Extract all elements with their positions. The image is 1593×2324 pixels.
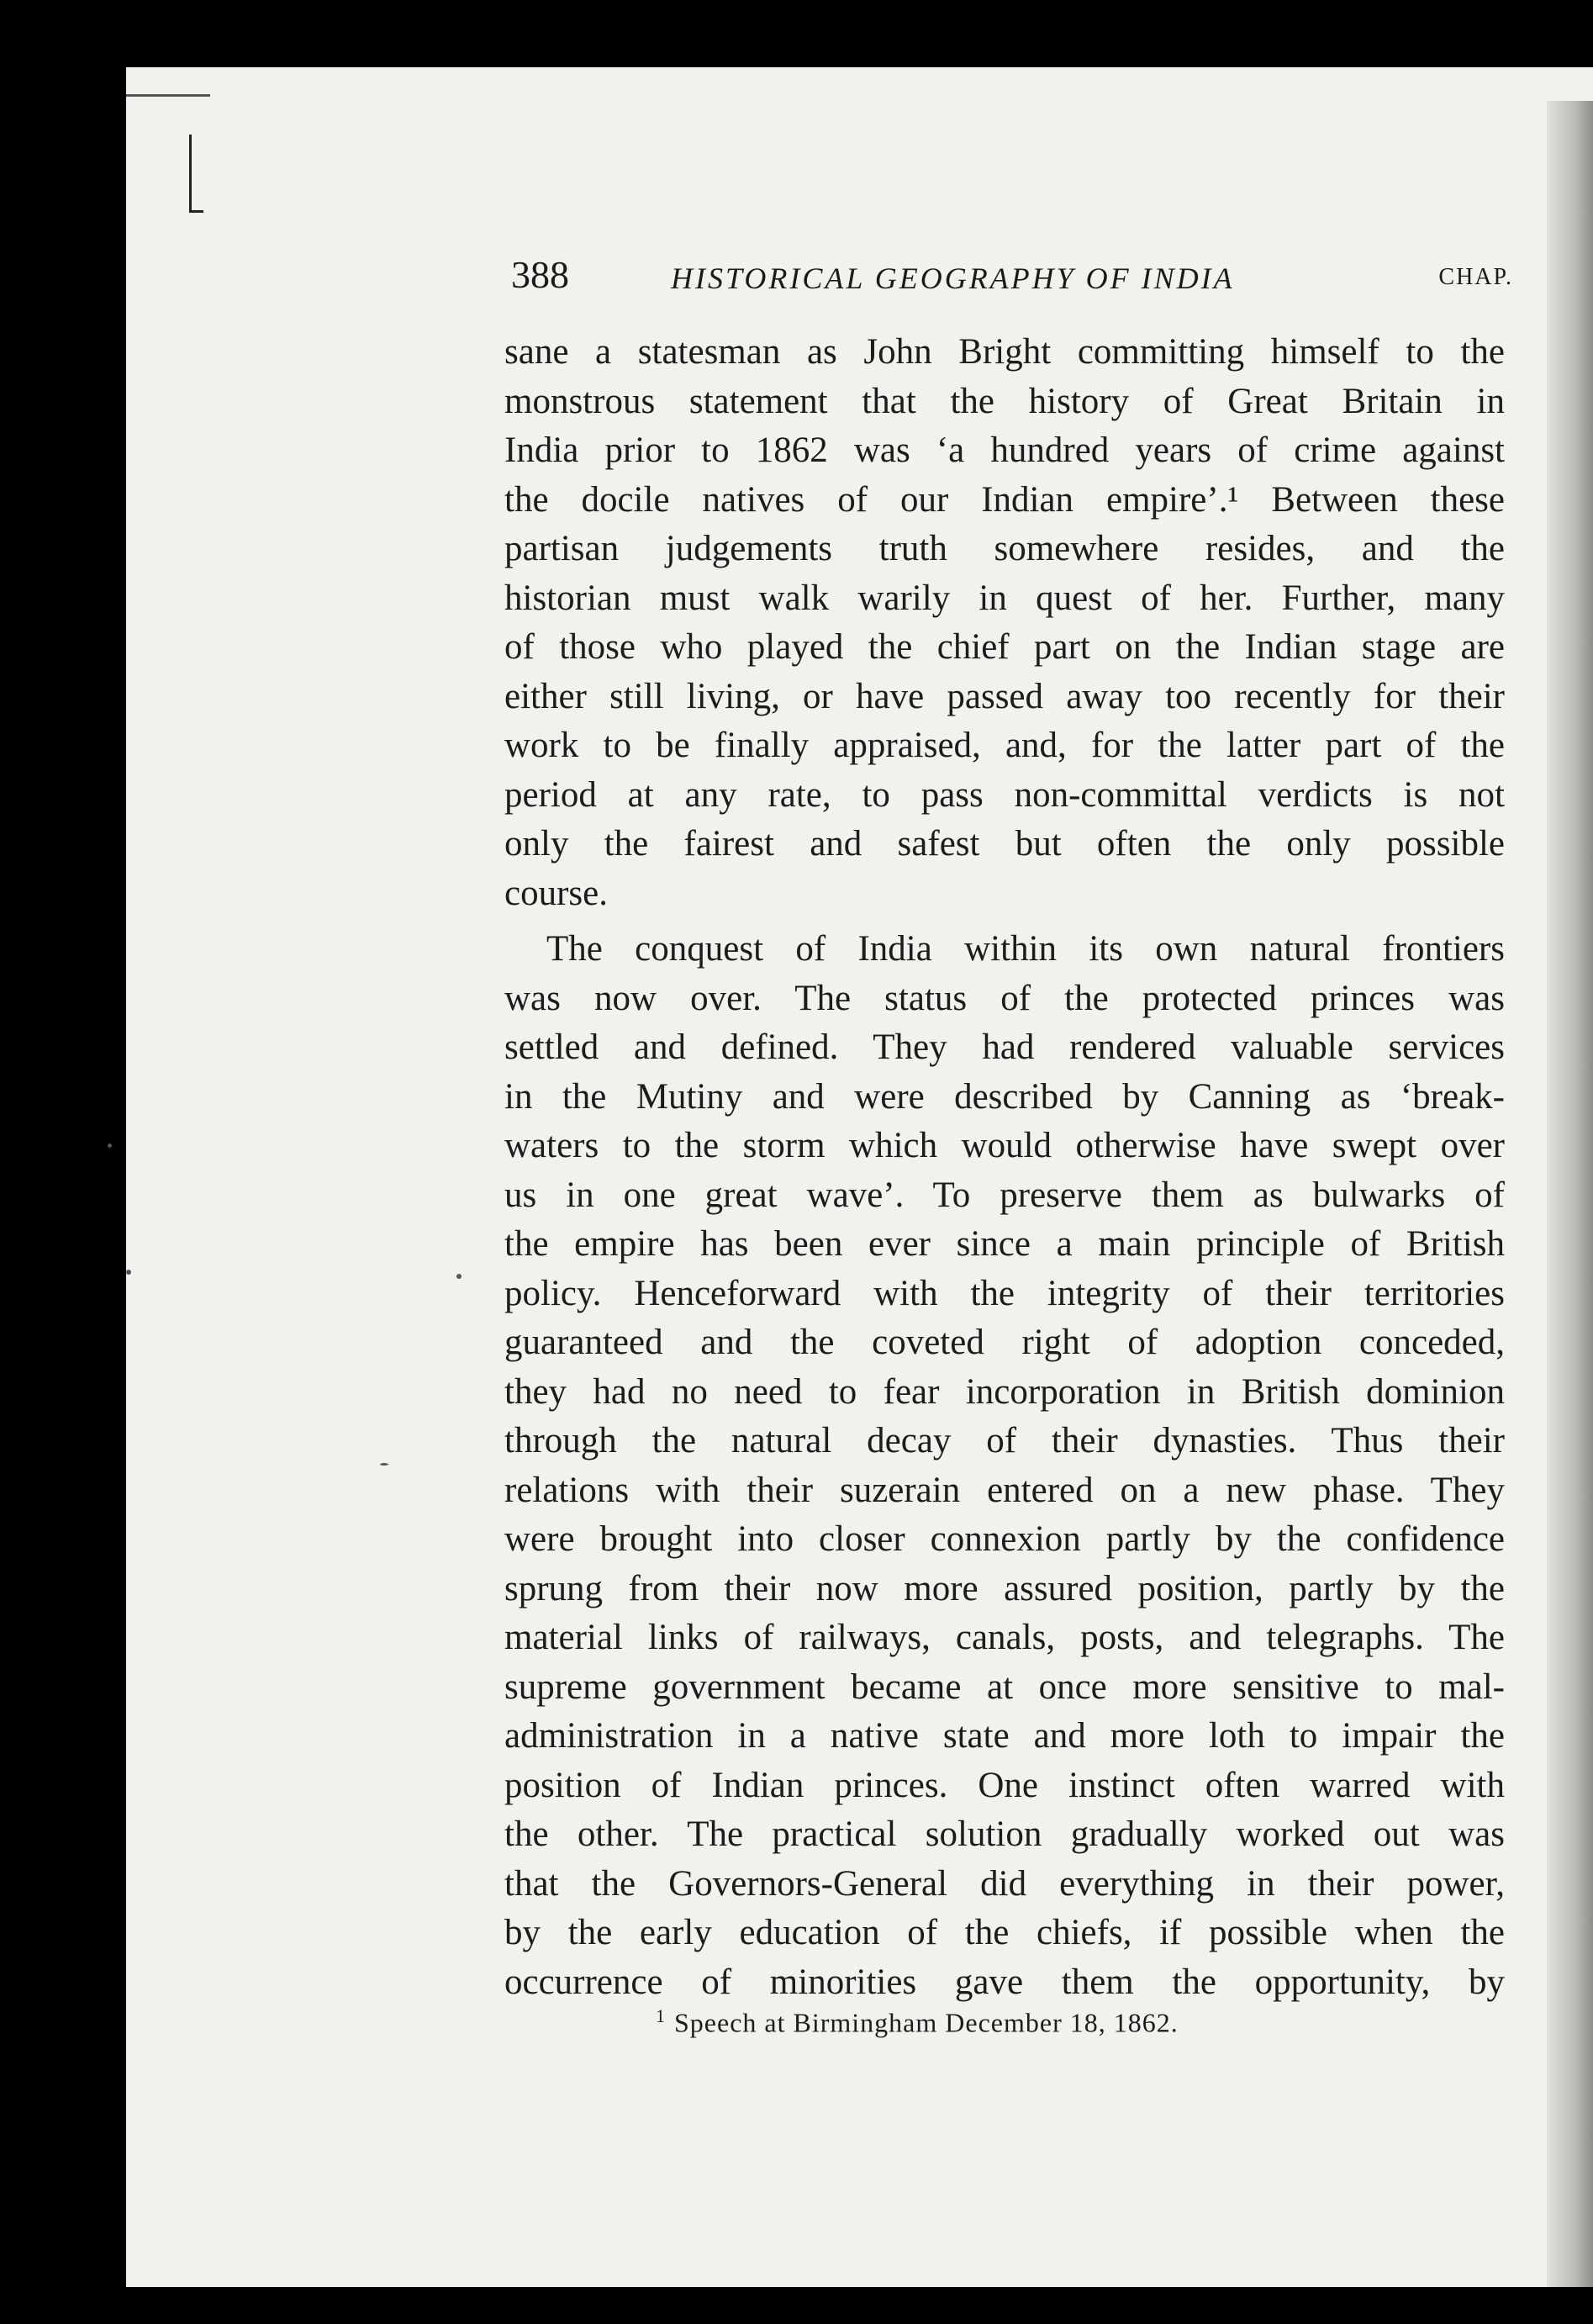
text-line: settled and defined. They had rendered valuable services bbox=[504, 1027, 1505, 1067]
scan-speck bbox=[126, 1270, 131, 1275]
text-line: sane a statesman as John Bright committing himself to the bbox=[504, 332, 1505, 372]
paragraph bbox=[504, 925, 1505, 2007]
text-line: partisan judgements truth somewhere resides, and the bbox=[504, 529, 1505, 568]
text-line: were brought into closer connexion partly by the confidence bbox=[504, 1519, 1505, 1559]
text-line: they had no need to fear incorporation in British dominion bbox=[504, 1371, 1505, 1412]
text-line: the other. The practical solution gradually worked out was bbox=[504, 1814, 1505, 1854]
text-line: relations with their suzerain entered on a new phase. They bbox=[504, 1470, 1505, 1510]
page-edge bbox=[1547, 101, 1593, 2287]
running-title: HISTORICAL GEOGRAPHY OF INDIA bbox=[671, 261, 1235, 295]
text-line: historian must walk warily in quest of her. Further, many bbox=[504, 578, 1505, 618]
page-number: 388 bbox=[511, 253, 569, 296]
scan-speck bbox=[380, 1463, 388, 1466]
text-line: in the Mutiny and were described by Canning as ‘break- bbox=[504, 1076, 1505, 1117]
text-line: administration in a native state and more loth to impair the bbox=[504, 1716, 1505, 1756]
text-line: sprung from their now more assured position, partly by the bbox=[504, 1568, 1505, 1608]
text-line: by the early education of the chiefs, if possible when the bbox=[504, 1913, 1505, 1952]
text-line: material links of railways, canals, posts, and telegraphs. The bbox=[504, 1618, 1505, 1657]
text-line: work to be finally appraised, and, for the latter part of the bbox=[504, 726, 1505, 765]
scan-rule bbox=[126, 94, 210, 97]
text-line: monstrous statement that the history of Great Britain in bbox=[504, 381, 1505, 421]
footnote bbox=[656, 2005, 1179, 2039]
text-line: policy. Henceforward with the integrity of their territories bbox=[504, 1273, 1505, 1313]
paragraph bbox=[504, 328, 1505, 918]
text-line: was now over. The status of the protected princes was bbox=[504, 978, 1505, 1018]
text-line: guaranteed and the coveted right of adoption conceded, bbox=[504, 1323, 1505, 1362]
footnote-mark: 1 bbox=[656, 2005, 666, 2026]
text-line: course. bbox=[504, 873, 608, 913]
text-line: The conquest of India within its own natural frontiers bbox=[546, 929, 1505, 969]
text-line: either still living, or have passed away too recently for their bbox=[504, 676, 1505, 716]
text-line: us in one great wave’. To preserve them as bulwarks of bbox=[504, 1175, 1505, 1215]
footnote-text: Speech at Birmingham December 18, 1862. bbox=[674, 2007, 1179, 2038]
margin-mark bbox=[189, 135, 203, 213]
text-line: that the Governors-General did everything in their power, bbox=[504, 1863, 1505, 1904]
text-line: occurrence of minorities gave them the opportunity, by bbox=[504, 1962, 1505, 2002]
text-line: India prior to 1862 was ‘a hundred years of crime against bbox=[504, 430, 1505, 470]
text-line: only the fairest and safest but often the only possible bbox=[504, 824, 1505, 864]
text-line: supreme government became at once more sensitive to mal- bbox=[504, 1666, 1505, 1707]
page-header bbox=[511, 252, 1513, 303]
text-line: through the natural decay of their dynasties. Thus their bbox=[504, 1421, 1505, 1460]
text-line: position of Indian princes. One instinct often warred with bbox=[504, 1765, 1505, 1805]
chapter-label: CHAP. bbox=[1438, 264, 1513, 290]
text-line: of those who played the chief part on the Indian stage are bbox=[504, 627, 1505, 667]
text-line: the docile natives of our Indian empire’.¹ Between these bbox=[504, 479, 1505, 520]
scan-speck bbox=[108, 1144, 112, 1148]
text-line: waters to the storm which would otherwise have swept over bbox=[504, 1126, 1505, 1165]
text-line: period at any rate, to pass non-committal verdicts is not bbox=[504, 774, 1505, 815]
body-text bbox=[504, 328, 1505, 2007]
scan-speck bbox=[456, 1274, 462, 1279]
text-line: the empire has been ever since a main principle of British bbox=[504, 1224, 1505, 1264]
